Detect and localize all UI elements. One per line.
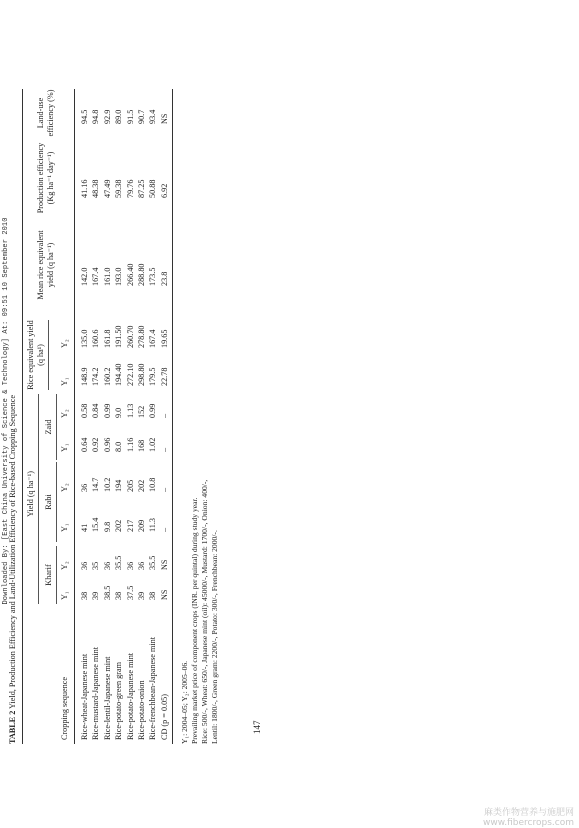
cell-z1: 8.0 xyxy=(114,441,124,452)
rabi-y1-header: Y₁ xyxy=(60,523,69,532)
cell-re1: 160.2 xyxy=(102,367,112,386)
cell-re2: 278.80 xyxy=(137,325,146,348)
cell-prod: 47.49 xyxy=(102,179,112,198)
cell-mean: 142.0 xyxy=(80,267,89,286)
cell-re2: 160.6 xyxy=(91,329,101,348)
cell-mean: 161.0 xyxy=(102,267,112,286)
yield-group-rule xyxy=(38,394,39,604)
cell-z1: – xyxy=(159,447,169,452)
table-caption xyxy=(8,44,17,744)
watermark-chinese: 麻类作物营养与施肥网 xyxy=(483,808,574,818)
rice-equiv-header: Rice equivalent yield (q ha¹) xyxy=(26,320,45,390)
cell-seq: Rice-potato-green gram xyxy=(114,662,124,740)
cell-k2: NS xyxy=(159,559,169,570)
cell-r1: 9.8 xyxy=(102,521,112,532)
cell-k1: 39 xyxy=(137,591,146,600)
rabi-y2-header: Y₂ xyxy=(60,483,69,492)
cell-re2: 191.50 xyxy=(114,325,124,348)
zaid-header: Zaid xyxy=(44,419,53,435)
cell-z2: 1.13 xyxy=(125,403,135,418)
cell-k2: 36 xyxy=(125,561,135,570)
rice-equiv-y1-header: Y₁ xyxy=(60,377,69,386)
cell-land: 92.9 xyxy=(102,109,112,124)
cell-prod: 87.25 xyxy=(137,179,146,198)
footnote-prices-2: Lentil: 1800/-, Green gram: 2200/-, Potato: 300/-, Frenchbean: 2000/-. xyxy=(210,530,219,744)
cell-z1: 1.02 xyxy=(148,437,158,452)
rice-equiv-rule xyxy=(48,320,49,390)
rice-equiv-y2-header: Y₂ xyxy=(60,339,69,348)
cell-prod: 6.92 xyxy=(159,183,169,198)
cell-prod: 59.38 xyxy=(114,179,124,198)
footnote-price-note: Prevailing market price of component crops (INR. per quintal) during study year. xyxy=(190,497,199,744)
cell-k1: 38 xyxy=(148,591,158,600)
cell-z2: 0.99 xyxy=(148,403,158,418)
cell-prod: 48.38 xyxy=(91,179,101,198)
cell-mean: 266.40 xyxy=(125,263,135,286)
yield-group-header: Yield (q ha⁻¹) xyxy=(26,471,35,517)
cell-z2: 0.99 xyxy=(102,403,112,418)
cell-k2: 35 xyxy=(91,561,101,570)
cell-land: 94.8 xyxy=(91,109,101,124)
cell-r2: 202 xyxy=(137,479,146,492)
production-header: Production efficiency (Kg ha⁻¹ day⁻¹) xyxy=(36,142,55,214)
cell-k2: 36 xyxy=(80,561,89,570)
cropping-sequence-header: Cropping sequence xyxy=(60,677,69,740)
cell-r1: 217 xyxy=(125,519,135,532)
cell-mean: 288.80 xyxy=(137,263,146,286)
cell-land: 89.0 xyxy=(114,109,124,124)
cell-r1: 41 xyxy=(80,523,89,532)
cell-re1: 174.2 xyxy=(91,367,101,386)
cell-k2: 35.5 xyxy=(148,555,158,570)
cell-z1: 0.64 xyxy=(80,437,89,452)
site-watermark xyxy=(468,808,574,828)
cell-k1: 38.5 xyxy=(102,585,112,600)
cell-seq: Rice-potato-onion xyxy=(137,680,146,740)
cell-land: 94.5 xyxy=(80,109,89,124)
footnote-years: Y₁: 2004–05; Y₂: 2005–06. xyxy=(180,660,189,744)
cell-r2: 14.7 xyxy=(91,477,101,492)
cell-r2: 194 xyxy=(114,479,124,492)
cell-seq: Rice-potato-Japanese mint xyxy=(125,652,135,740)
cell-k2: 36 xyxy=(102,561,112,570)
cell-prod: 41.16 xyxy=(80,179,89,198)
cell-seq: Rice-lentil-Japanese mint xyxy=(102,656,112,740)
cell-re1: 148.9 xyxy=(80,367,89,386)
cell-re2: 260.70 xyxy=(125,325,135,348)
kharif-y1-header: Y₁ xyxy=(60,591,69,600)
cell-mean: 23.8 xyxy=(159,271,169,286)
kharif-header: Kharif xyxy=(44,564,53,586)
cell-r1: 15.4 xyxy=(91,517,101,532)
kharif-rule xyxy=(56,546,57,604)
zaid-y1-header: Y₁ xyxy=(60,443,69,452)
table-bottom-rule xyxy=(172,89,173,744)
cell-z2: 9.0 xyxy=(114,407,124,418)
cell-re1: 194.40 xyxy=(114,363,124,386)
kharif-y2-header: Y₂ xyxy=(60,561,69,570)
cell-k1: 37.5 xyxy=(125,585,135,600)
cell-r1: – xyxy=(159,527,169,532)
cell-re2: 135.0 xyxy=(80,329,89,348)
cell-z1: 0.96 xyxy=(102,437,112,452)
cell-k2: 35.5 xyxy=(114,555,124,570)
cell-z2: – xyxy=(159,413,169,418)
cell-re1: 298.80 xyxy=(137,363,146,386)
cell-k1: NS xyxy=(159,589,169,600)
table-header-rule xyxy=(74,89,75,744)
cell-seq: Rice-wheat-Japanese mint xyxy=(80,653,89,740)
cell-mean: 193.0 xyxy=(114,267,124,286)
cell-z2: 0.58 xyxy=(80,403,89,418)
cell-z2: 152 xyxy=(137,405,146,418)
cell-re2: 167.4 xyxy=(148,329,158,348)
zaid-rule xyxy=(56,394,57,460)
cell-r1: 202 xyxy=(114,519,124,532)
cell-z1: 1.16 xyxy=(125,437,135,452)
cell-z2: 0.84 xyxy=(91,403,101,418)
cell-re2: 161.8 xyxy=(102,329,112,348)
rabi-rule xyxy=(56,462,57,542)
table-title: Yield, Production Efficiency and Land-Utilization Efficiency of Rice-based Cropping Sequence xyxy=(8,395,17,709)
cell-z1: 168 xyxy=(137,439,146,452)
cell-mean: 167.4 xyxy=(91,267,101,286)
cell-k1: 38 xyxy=(80,591,89,600)
cell-seq: CD (p = 0.05) xyxy=(159,693,169,740)
cell-r2: 10.2 xyxy=(102,477,112,492)
page-number: 147 xyxy=(252,720,262,734)
footnote-prices-1: Rice: 500/-, Wheat: 650/-, Japanese mint (oil): 45000/-, Mustard: 1700/-, Onion: 400/-, xyxy=(200,479,209,744)
watermark-url: www.fibercrops.com xyxy=(483,818,574,828)
cell-k2: 36 xyxy=(137,561,146,570)
cell-mean: 173.5 xyxy=(148,267,158,286)
cell-land: 90.7 xyxy=(137,109,146,124)
cell-re2: 19.65 xyxy=(159,329,169,348)
cell-land: NS xyxy=(159,113,169,124)
cell-seq: Rice-frenchbean-Japanese mint xyxy=(148,637,158,740)
mean-rice-header: Mean rice equivalent yield (q ha⁻¹) xyxy=(36,230,55,300)
cell-re1: 22.78 xyxy=(159,367,169,386)
cell-r2: 10.8 xyxy=(148,477,158,492)
land-use-header: Land-use efficiency (%) xyxy=(36,89,55,137)
cell-r1: 11.3 xyxy=(148,517,158,532)
table-top-rule xyxy=(22,89,23,744)
rabi-header: Rabi xyxy=(44,494,53,510)
cell-z1: 0.92 xyxy=(91,437,101,452)
cell-re1: 272.10 xyxy=(125,363,135,386)
cell-seq: Rice-mustard-Japanese mint xyxy=(91,647,101,740)
cell-re1: 179.5 xyxy=(148,367,158,386)
cell-land: 93.4 xyxy=(148,109,158,124)
cell-land: 91.5 xyxy=(125,109,135,124)
cell-k1: 39 xyxy=(91,591,101,600)
cell-r1: 209 xyxy=(137,519,146,532)
cell-r2: 205 xyxy=(125,479,135,492)
cell-r2: – xyxy=(159,487,169,492)
cell-prod: 79.76 xyxy=(125,179,135,198)
download-banner: Downloaded By: [East China University of Science & Technology] At: 09:51 10 September 2010 xyxy=(2,217,10,605)
table-label: TABLE 2 xyxy=(8,710,17,744)
cell-k1: 38 xyxy=(114,591,124,600)
zaid-y2-header: Y₂ xyxy=(60,409,69,418)
cell-r2: 36 xyxy=(80,483,89,492)
cell-prod: 50.88 xyxy=(148,179,158,198)
